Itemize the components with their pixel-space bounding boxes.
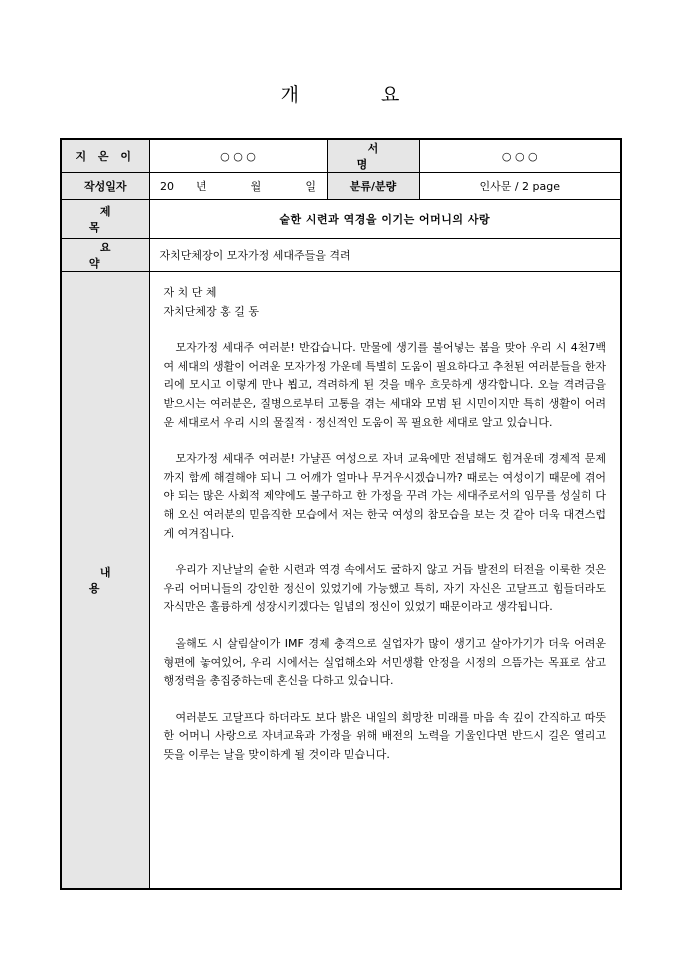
overview-form-table	[60, 138, 622, 890]
date-year: 20	[160, 180, 175, 193]
content-paragraph: 올해도 시 살림살이가 IMF 경제 충격으로 실업자가 많이 생기고 살아가기가 더욱 어려운 형편에 놓여있어, 우리 시에서는 실업해소와 서민생활 안정을 시정의 으뜸가는 목표로 삼고 행정력을 총집중하는데 혼신을 다하고 있습니다.	[163, 636, 606, 688]
subject-label: 제 목	[61, 200, 149, 239]
content-org: 자 치 단 체	[163, 286, 217, 299]
category-value: 인사문 / 2 page	[419, 173, 621, 200]
date-row	[61, 173, 621, 200]
category-label: 분류/분량	[327, 173, 419, 200]
summary-value: 자치단체장이 모자가정 세대주들을 격려	[149, 239, 621, 272]
date-value	[149, 173, 327, 200]
subject-row	[61, 200, 621, 239]
author-value: ○ ○ ○	[149, 139, 327, 173]
summary-row	[61, 239, 621, 272]
author-label: 지 은 이	[61, 139, 149, 173]
author-row	[61, 139, 621, 173]
content-sender: 자치단체장 홍 길 동	[163, 304, 259, 318]
subject-value: 숱한 시련과 역경을 이기는 어머니의 사랑	[149, 200, 621, 239]
date-label: 작성일자	[61, 173, 149, 200]
content-body	[149, 272, 621, 890]
date-day-unit: 일	[305, 180, 316, 193]
content-paragraph: 여러분도 고달프다 하더라도 보다 밝은 내일의 희망찬 미래를 마음 속 깊이 간직하고 따뜻한 어머니 사랑으로 자녀교육과 가정을 위해 배전의 노력을 기울인다면 반드시 길은 열리고 뜻을 이루는 날을 맞이하게 될 것이라 믿습니다.	[163, 710, 606, 761]
content-row	[61, 272, 621, 890]
summary-label: 요 약	[61, 239, 149, 272]
date-year-unit: 년	[196, 180, 207, 193]
date-month-unit: 월	[250, 180, 262, 193]
content-paragraph: 우리가 지난날의 숱한 시련과 역경 속에서도 굴하지 않고 거듭 발전의 터전을 이룩한 것은 우리 어머니들의 강인한 정신이 있었기에 가능했고 특히, 자기 자신은 고달프고 힘들더라도 자식만은 훌륭하게 성장시키겠다는 일념의 정신이 있었기 때문이라고 생각됩니다.	[163, 563, 606, 614]
document-title: 개 요	[280, 84, 438, 106]
content-paragraph: 모자가정 세대주 여러분! 반갑습니다. 만물에 생기를 불어넣는 봄을 맞아 우리 시 4천7백여 세대의 생활이 어려운 모자가정 가운데 특별히 도움이 필요하다고 추천된 여러분들을 한자리에 모시고 이렇게 만나 뵙고, 격려하게 된 것을 매우 흐뭇하게 생각합니다. 오늘 격려금을 받으시는 여러분은, 질병으로부터 고통을 겪는 세대와 모범 된 시민이지만 특히 생활이 어려운 세대로서 우리 시의 물질적 · 정신적인 도움이 꼭 필요한 세대로 알고 있습니다.	[163, 341, 606, 429]
signature-label: 서 명	[327, 139, 419, 173]
signature-value: ○ ○ ○	[419, 139, 621, 173]
content-label: 내 용	[61, 272, 149, 890]
content-paragraph: 모자가정 세대주 여러분! 가냘픈 여성으로 자녀 교육에만 전념해도 힘겨운데 경제적 문제까지 함께 해결해야 되니 그 어깨가 얼마나 무거우시겠습니까? 때로는 여성이기 때문에 겪어야 되는 많은 사회적 제약에도 불구하고 한 가정을 꾸려 가는 세대주로서의 임무를 성실히 다해 오신 여러분의 믿음직한 모습에서 저는 한국 여성의 참모습을 보는 것 같아 더욱 대견스럽게 여겨집니다.	[163, 452, 606, 540]
